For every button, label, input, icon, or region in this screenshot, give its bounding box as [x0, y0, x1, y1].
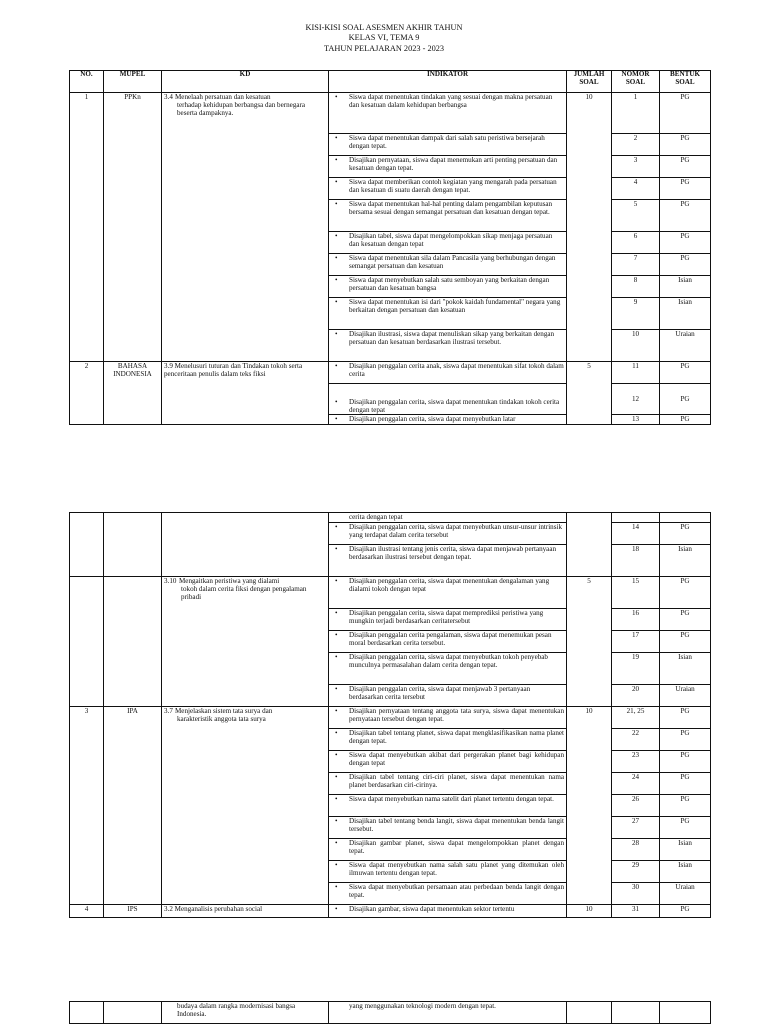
question-number: 10	[612, 330, 660, 362]
table-row	[70, 905, 711, 918]
bullet-icon: •	[335, 729, 338, 737]
bullet-icon: •	[335, 330, 338, 338]
question-number: 13	[612, 415, 660, 425]
question-count-empty	[567, 1002, 612, 1024]
kisi-kisi-table-page-1	[69, 70, 711, 425]
indicator-text: Siswa dapat menentukan sila dalam Pancasila yang berhubungan dengan semangat persatuan dan kesatuan	[349, 254, 556, 271]
bullet-icon: •	[335, 415, 338, 423]
col-header-jumlah: JUMLAH SOAL	[567, 71, 612, 93]
indicator-text: Disajikan penggalan cerita, siswa dapat menentukan tindakan tokoh cerita dengan tepat	[349, 397, 560, 414]
question-number: 1	[612, 93, 660, 134]
bullet-icon: •	[335, 905, 338, 913]
row-number-empty	[70, 513, 104, 577]
doc-year: TAHUN PELAJARAN 2023 - 2023	[323, 43, 445, 53]
question-number: 17	[612, 631, 660, 653]
question-type: PG	[660, 134, 711, 156]
question-count: 5	[567, 362, 612, 425]
bullet-icon: •	[335, 861, 338, 869]
bullet-icon: •	[335, 254, 338, 262]
question-count: 10	[567, 707, 612, 905]
bullet-icon: •	[335, 773, 338, 781]
question-type: PG	[660, 751, 711, 773]
col-header-no: NO.	[70, 71, 104, 93]
question-type: PG	[660, 200, 711, 232]
question-type: Uraian	[660, 883, 711, 905]
indicator-cell	[329, 861, 567, 883]
question-type: PG	[660, 795, 711, 817]
row-number: 4	[70, 905, 104, 918]
kd-text-first: Mengaitkan peristiwa yang dialami	[179, 577, 280, 585]
indicator-cell	[329, 1002, 567, 1024]
question-number: 7	[612, 254, 660, 276]
question-number: 8	[612, 276, 660, 298]
indicator-cell	[329, 362, 567, 384]
indicator-cell	[329, 156, 567, 178]
row-number-empty	[70, 1002, 104, 1024]
question-number-empty	[612, 1002, 660, 1024]
bullet-icon: •	[335, 362, 338, 370]
question-type-empty	[660, 513, 711, 523]
indicator-text: Disajikan penggalan cerita, siswa dapat menyebutkan unsur-unsur intrinsik yang terdapat dalam cerita tersebut	[349, 523, 563, 540]
table-row	[70, 362, 711, 384]
indicator-cell	[329, 254, 567, 276]
bullet-icon: •	[335, 795, 338, 803]
table-row	[70, 93, 711, 134]
question-type: PG	[660, 93, 711, 134]
indicator-cell	[329, 795, 567, 817]
indicator-text: Siswa dapat menyebutkan nama salah satu planet yang ditemukan oleh ilmuwan tertentu dengan tepat.	[349, 861, 564, 878]
indicator-text: Disajikan ilustrasi, siswa dapat menuliskan sikap yang berkaitan dengan persatuan dan kesatuan berdasarkan ilustrasi tersebut.	[349, 330, 555, 347]
question-number: 29	[612, 861, 660, 883]
doc-class: KELAS VI, TEMA 9	[348, 33, 420, 43]
indicator-text: Siswa dapat menyebutkan salah satu semboyan yang berkaitan dengan persatuan dan kesatuan bangsa	[349, 276, 550, 293]
question-number-empty	[612, 513, 660, 523]
indicator-text: Disajikan penggalan cerita, siswa dapat menyebutkan tokoh penyebab munculnya permasalahan dalam cerita dengan tepat.	[349, 653, 548, 670]
indicator-text: Disajikan tabel, siswa dapat mengelompokkan sikap menjaga persatuan dan kesatuan dengan tepat	[349, 232, 553, 249]
bullet-icon: •	[335, 397, 338, 406]
kd-cell-empty	[162, 513, 329, 577]
indicator-cell	[329, 577, 567, 609]
indicator-cell	[329, 609, 567, 631]
bullet-icon: •	[335, 545, 338, 553]
row-number: 2	[70, 362, 104, 425]
bullet-icon: •	[335, 523, 338, 531]
kd-cell	[162, 577, 329, 707]
indicator-cell	[329, 523, 567, 545]
indicator-cell	[329, 276, 567, 298]
indicator-text: Siswa dapat menentukan hal-hal penting dalam pengambilan keputusan bersama sesuai dengan semangat persatuan dan kesatuan dengan tepat.	[349, 200, 553, 217]
row-number-empty	[70, 577, 104, 707]
indicator-text: Disajikan tabel tentang planet, siswa dapat mengklasifikasikan nama planet dengan tepat.	[349, 729, 564, 746]
question-type: PG	[660, 362, 711, 384]
kd-text-first: Menelaah persatuan dan kesatuan	[175, 93, 271, 101]
indicator-text: Disajikan penggalan cerita pengalaman, siswa dapat menemukan pesan moral berdasarkan cerita tersebut.	[349, 631, 552, 648]
indicator-cell	[329, 330, 567, 362]
doc-title: KISI-KISI SOAL ASESMEN AKHIR TAHUN	[305, 23, 463, 32]
kd-number: 3.10	[164, 577, 177, 585]
question-count: 10	[567, 93, 612, 362]
indicator-text: Siswa dapat menentukan isi dari "pokok kaidah fundamental" negara yang berkaitan dengan persatuan dan kesatuan	[349, 298, 561, 315]
col-header-nomor: NOMOR SOAL	[612, 71, 660, 93]
indicator-text: Disajikan tabel tentang ciri-ciri planet, siswa dapat menentukan nama planet berdasarkan ciri-cirinya.	[349, 773, 564, 790]
question-type: Uraian	[660, 685, 711, 707]
subject-name-empty	[104, 577, 162, 707]
subject-name: IPS	[104, 905, 162, 918]
question-type: PG	[660, 523, 711, 545]
question-type: PG	[660, 817, 711, 839]
indicator-cell	[329, 93, 567, 134]
kisi-kisi-table-page-3	[69, 1001, 711, 1024]
bullet-icon: •	[335, 232, 338, 240]
question-number: 24	[612, 773, 660, 795]
row-number: 3	[70, 707, 104, 905]
question-number: 14	[612, 523, 660, 545]
question-number: 31	[612, 905, 660, 918]
question-type: Uraian	[660, 330, 711, 362]
question-type: PG	[660, 384, 711, 415]
question-count: 5	[567, 577, 612, 707]
table-row	[70, 577, 711, 609]
bullet-icon: •	[335, 156, 338, 164]
question-type: PG	[660, 773, 711, 795]
bullet-icon: •	[335, 653, 338, 661]
question-number: 20	[612, 685, 660, 707]
kd-cell	[162, 707, 329, 905]
indicator-text: Siswa dapat menentukan tindakan yang sesuai dengan makna persatuan dan kesatuan dalam kehidupan berbangsa	[349, 93, 553, 110]
indicator-text: Siswa dapat menyebutkan nama satelit dari planet tertentu dengan tepat.	[349, 795, 554, 803]
question-number: 2	[612, 134, 660, 156]
question-type: PG	[660, 631, 711, 653]
kd-number: 3.7	[164, 707, 173, 715]
indicator-text: cerita dengan tepat	[349, 513, 403, 521]
indicator-text: Disajikan pernyataan, siswa dapat menemukan arti penting persatuan dan kesatuan dengan tepat.	[349, 156, 558, 173]
question-count-empty	[567, 513, 612, 577]
indicator-cell	[329, 513, 567, 523]
question-type: Isian	[660, 276, 711, 298]
subject-name-empty	[104, 513, 162, 577]
bullet-icon: •	[335, 839, 338, 847]
subject-name: BAHASA INDONESIA	[104, 362, 162, 425]
question-number: 30	[612, 883, 660, 905]
col-header-kd: KD	[162, 71, 329, 93]
indicator-cell	[329, 384, 567, 415]
question-number: 6	[612, 232, 660, 254]
document-header	[0, 23, 768, 54]
question-number: 4	[612, 178, 660, 200]
indicator-text: Disajikan penggalan cerita anak, siswa dapat menentukan sifat tokoh dalam cerita	[349, 362, 564, 379]
indicator-text: Disajikan gambar planet, siswa dapat mengelompokkan planet dengan tepat.	[349, 839, 564, 856]
indicator-cell	[329, 653, 567, 685]
kd-text-first: Menjelaskan sistem tata surya dan	[175, 707, 273, 715]
question-number: 23	[612, 751, 660, 773]
kd-text-rest: karakteristik anggota tata surya	[177, 715, 266, 724]
indicator-text: yang menggunakan teknologi modern dengan tepat.	[349, 1002, 496, 1010]
bullet-icon: •	[335, 751, 338, 759]
table-row	[70, 1002, 711, 1024]
question-type: PG	[660, 609, 711, 631]
bullet-icon: •	[335, 631, 338, 639]
question-type: PG	[660, 178, 711, 200]
question-type: PG	[660, 729, 711, 751]
indicator-cell	[329, 883, 567, 905]
col-header-bentuk: BENTUK SOAL	[660, 71, 711, 93]
indicator-cell	[329, 134, 567, 156]
question-number: 9	[612, 298, 660, 330]
table-row	[70, 707, 711, 729]
bullet-icon: •	[335, 609, 338, 617]
indicator-cell	[329, 707, 567, 729]
col-header-indikator: INDIKATOR	[329, 71, 567, 93]
indicator-text: Disajikan penggalan cerita, siswa dapat memprediksi peristiwa yang mungkin terjadi berdasarkan ceritatersebut	[349, 609, 544, 626]
bullet-icon: •	[335, 134, 338, 142]
indicator-text: Disajikan gambar, siswa dapat menentukan sektor tertentu	[349, 905, 515, 913]
question-type: PG	[660, 156, 711, 178]
question-number: 21, 25	[612, 707, 660, 729]
question-number: 12	[612, 384, 660, 415]
bullet-icon: •	[335, 577, 338, 585]
question-number: 27	[612, 817, 660, 839]
col-header-mapel: MUPEL	[104, 71, 162, 93]
question-number: 19	[612, 653, 660, 685]
question-count: 10	[567, 905, 612, 918]
indicator-cell	[329, 773, 567, 795]
subject-name-empty	[104, 1002, 162, 1024]
subject-name: PPKn	[104, 93, 162, 362]
question-type: PG	[660, 707, 711, 729]
bullet-icon: •	[335, 817, 338, 825]
question-number: 28	[612, 839, 660, 861]
indicator-cell	[329, 839, 567, 861]
bullet-icon: •	[335, 93, 338, 101]
question-type: Isian	[660, 839, 711, 861]
indicator-cell	[329, 178, 567, 200]
question-type: Isian	[660, 298, 711, 330]
indicator-text: Siswa dapat menyebutkan akibat dari pergerakan planet bagi kehidupan dengan tepat	[349, 751, 564, 768]
bullet-icon: •	[335, 298, 338, 306]
question-type: Isian	[660, 653, 711, 685]
question-type: PG	[660, 577, 711, 609]
kd-cell: budaya dalam rangka modernisasi bangsa Indonesia.	[162, 1002, 329, 1024]
kd-cell: 3.9 Menelusuri tuturan dan Tindakan tokoh serta penceritaan penulis dalam teks fiksi	[162, 362, 329, 425]
indicator-cell	[329, 751, 567, 773]
indicator-cell	[329, 200, 567, 232]
question-type: PG	[660, 415, 711, 425]
bullet-icon: •	[335, 276, 338, 284]
question-number: 5	[612, 200, 660, 232]
question-number: 18	[612, 545, 660, 577]
indicator-text: Siswa dapat menentukan dampak dari salah satu peristiwa bersejarah dengan tepat.	[349, 134, 545, 151]
question-number: 26	[612, 795, 660, 817]
bullet-icon: •	[335, 200, 338, 208]
indicator-cell	[329, 817, 567, 839]
indicator-cell	[329, 415, 567, 425]
question-number: 22	[612, 729, 660, 751]
question-type: Isian	[660, 545, 711, 577]
indicator-text: Disajikan penggalan cerita, siswa dapat menentukan dengalaman yang dialami tokoh dengan tepat	[349, 577, 550, 594]
question-number: 3	[612, 156, 660, 178]
indicator-cell	[329, 232, 567, 254]
indicator-text: Disajikan tabel tentang benda langit, siswa dapat menentukan benda langit tersebut.	[349, 817, 564, 834]
indicator-text: Siswa dapat menyebutkan persamaan atau perbedaan benda langit dengan tepat.	[349, 883, 564, 900]
indicator-cell	[329, 685, 567, 707]
question-type: PG	[660, 905, 711, 918]
indicator-text: Disajikan penggalan cerita, siswa dapat menjawab 3 pertanyaan berdasarkan cerita tersebut	[349, 685, 531, 702]
kd-cell	[162, 93, 329, 362]
kd-text-rest: tokoh dalam cerita fiksi dengan pengalaman pribadi	[181, 585, 307, 602]
question-number: 16	[612, 609, 660, 631]
question-type: PG	[660, 254, 711, 276]
indicator-text: Disajikan penggalan cerita, siswa dapat menyebutkan latar	[349, 415, 516, 423]
question-number: 15	[612, 577, 660, 609]
kd-text-rest: terhadap kehidupan berbangsa dan bernegara beserta dampaknya.	[177, 101, 306, 118]
bullet-icon: •	[335, 178, 338, 186]
indicator-cell	[329, 545, 567, 577]
kisi-kisi-table-page-2	[69, 512, 711, 918]
table-row	[70, 513, 711, 523]
kd-number: 3.4	[164, 93, 173, 101]
row-number: 1	[70, 93, 104, 362]
question-type: Isian	[660, 861, 711, 883]
bullet-icon: •	[335, 685, 338, 693]
question-type: PG	[660, 232, 711, 254]
bullet-icon: •	[335, 707, 338, 715]
indicator-text: Disajikan ilustrasi tentang jenis cerita, siswa dapat menjawab pertanyaan berdasarkan ilustrasi tersebut dengan tepat.	[349, 545, 557, 562]
indicator-cell	[329, 631, 567, 653]
indicator-cell	[329, 729, 567, 751]
indicator-cell	[329, 905, 567, 918]
bullet-icon: •	[335, 883, 338, 891]
indicator-text: Disajikan pernyataan tentang anggota tata surya, siswa dapat menentukan pernyataan tersebut dengan tepat.	[349, 707, 564, 724]
question-number: 11	[612, 362, 660, 384]
question-type-empty	[660, 1002, 711, 1024]
subject-name: IPA	[104, 707, 162, 905]
indicator-text: Siswa dapat memberikan contoh kegiatan yang mengarah pada persatuan dan kesatuan di suatu daerah dengan tepat.	[349, 178, 557, 195]
kd-cell: 3.2 Menganalisis perubahan social	[162, 905, 329, 918]
indicator-cell	[329, 298, 567, 330]
